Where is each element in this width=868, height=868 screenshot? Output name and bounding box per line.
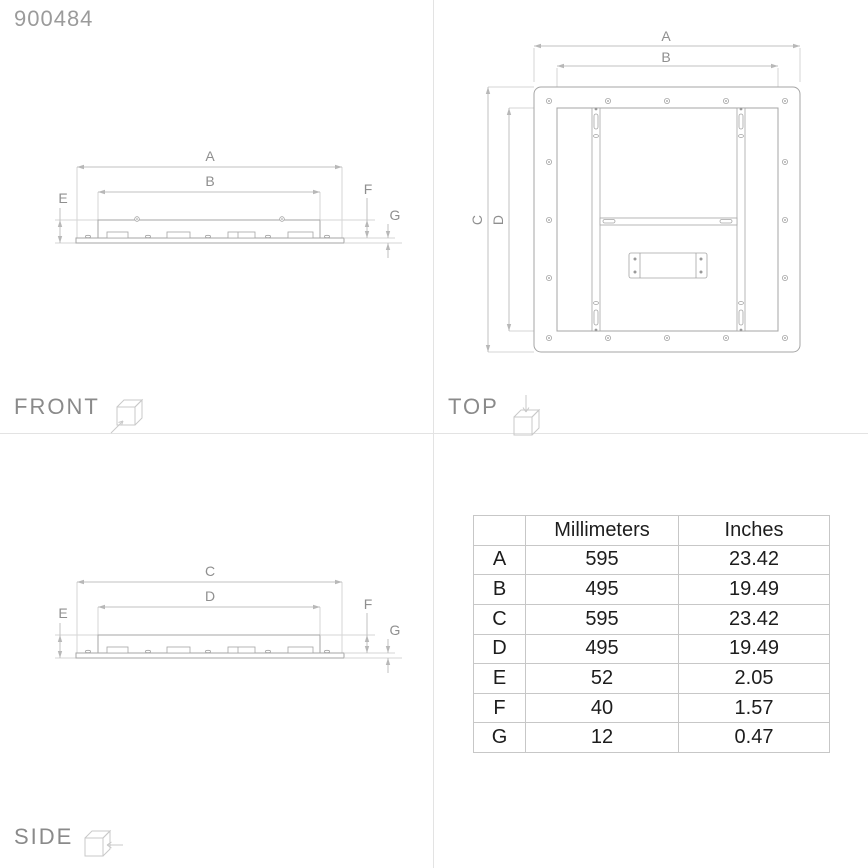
dim-label-a: A <box>205 148 215 164</box>
dim-label-g: G <box>389 207 401 223</box>
dim-mm: 52 <box>526 664 679 694</box>
dim-mm: 12 <box>526 723 679 753</box>
table-row <box>474 575 830 605</box>
header-corner <box>474 516 526 546</box>
dim-mm: 495 <box>526 634 679 664</box>
dim-label-c: C <box>469 214 485 226</box>
table-row <box>474 693 830 723</box>
header-inches: Inches <box>679 516 830 546</box>
table-row <box>474 545 830 575</box>
dim-key: C <box>474 604 526 634</box>
dim-label-f: F <box>363 596 373 612</box>
dim-mm: 40 <box>526 693 679 723</box>
table-row <box>474 664 830 694</box>
dim-inches: 23.42 <box>679 604 830 634</box>
table-row <box>474 604 830 634</box>
front-view-cube-icon <box>108 394 148 436</box>
dimensions-table <box>473 515 830 753</box>
front-view-drawing <box>30 140 410 270</box>
dim-key: D <box>474 634 526 664</box>
dim-key: E <box>474 664 526 694</box>
table-row <box>474 723 830 753</box>
front-view-label-text: FRONT <box>14 394 100 419</box>
dim-inches: 19.49 <box>679 634 830 664</box>
driver-box <box>629 253 707 278</box>
quadrant-divider-vertical <box>433 0 434 868</box>
dim-inches: 0.47 <box>679 723 830 753</box>
front-dimension-lines <box>60 167 388 258</box>
dim-inches: 19.49 <box>679 575 830 605</box>
side-panel-outline <box>76 635 344 658</box>
header-millimeters: Millimeters <box>526 516 679 546</box>
dim-label-a: A <box>661 28 671 44</box>
table-row <box>474 634 830 664</box>
dim-key: F <box>474 693 526 723</box>
dim-label-d: D <box>204 588 216 604</box>
dim-inches: 1.57 <box>679 693 830 723</box>
side-view-label-text: SIDE <box>14 824 74 849</box>
dim-label-b: B <box>205 173 215 189</box>
product-code: 900484 <box>14 6 94 31</box>
dim-inches: 23.42 <box>679 545 830 575</box>
dim-key: G <box>474 723 526 753</box>
top-view-cube-icon <box>507 394 547 440</box>
dim-label-c: C <box>204 563 216 579</box>
dim-mm: 595 <box>526 545 679 575</box>
dim-label-f: F <box>363 181 373 197</box>
dim-key: A <box>474 545 526 575</box>
top-view-drawing <box>440 20 868 365</box>
dim-key: B <box>474 575 526 605</box>
dim-label-e: E <box>58 190 68 206</box>
dim-label-b: B <box>661 49 671 65</box>
front-view-label <box>14 394 148 436</box>
top-view-label <box>448 394 547 440</box>
front-panel-outline <box>76 217 344 243</box>
side-view-label <box>14 824 125 866</box>
side-view-drawing <box>30 555 410 685</box>
top-view-label-text: TOP <box>448 394 499 419</box>
dim-mm: 595 <box>526 604 679 634</box>
top-panel-outline <box>534 87 800 352</box>
dim-label-g: G <box>389 622 401 638</box>
dim-label-d: D <box>490 214 506 226</box>
side-view-cube-icon <box>81 824 125 866</box>
dim-inches: 2.05 <box>679 664 830 694</box>
cross-bar <box>600 218 737 225</box>
dim-mm: 495 <box>526 575 679 605</box>
side-dimension-lines <box>60 582 388 673</box>
dim-label-e: E <box>58 605 68 621</box>
table-header-row <box>474 516 830 546</box>
